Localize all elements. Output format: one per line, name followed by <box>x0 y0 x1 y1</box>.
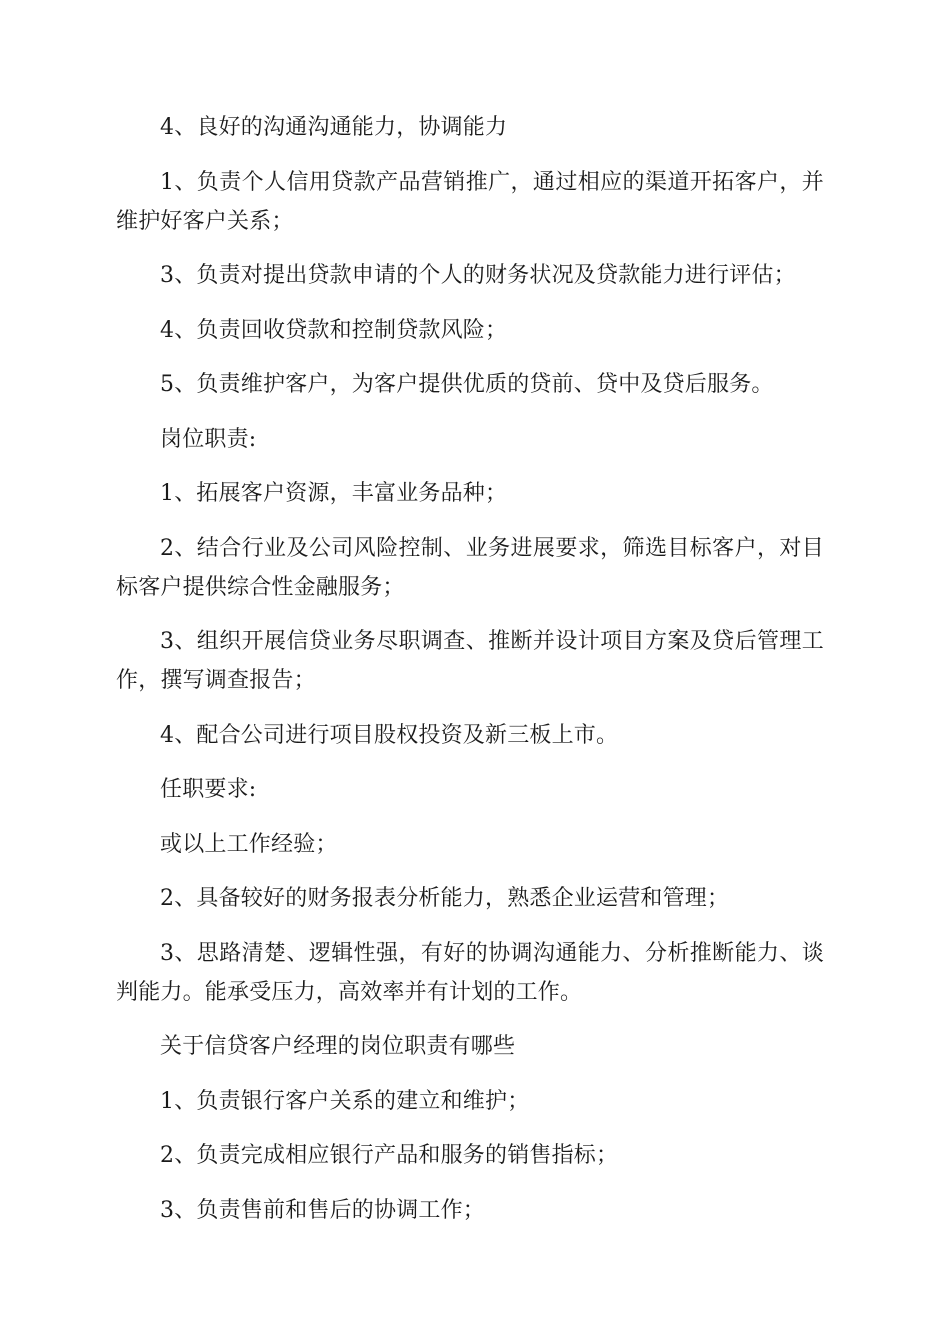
section-heading: 岗位职责: <box>160 426 257 452</box>
paragraph: 2、具备较好的财务报表分析能力，熟悉企业运营和管理； <box>160 886 730 911</box>
paragraph: 3、负责对提出贷款申请的个人的财务状况及贷款能力进行评估； <box>160 263 796 288</box>
section-heading: 关于信贷客户经理的岗位职责有哪些 <box>160 1034 516 1059</box>
paragraph: 5、负责维护客户，为客户提供优质的贷前、贷中及贷后服务。 <box>160 372 774 397</box>
paragraph: 1、负责个人信用贷款产品营销推广，通过相应的渠道开拓客户，并维护好客户关系； <box>116 169 824 234</box>
document-body <box>116 108 824 1245</box>
paragraph: 4、配合公司进行项目股权投资及新三板上市。 <box>160 722 619 748</box>
paragraph: 3、思路清楚、逻辑性强，有好的协调沟通能力、分析推断能力、谈判能力。能承受压力，高效率并有计划的工作。 <box>116 940 824 1005</box>
paragraph: 4、良好的沟通沟通能力，协调能力 <box>160 115 508 140</box>
paragraph: 1、负责银行客户关系的建立和维护； <box>160 1088 530 1114</box>
paragraph: 2、负责完成相应银行产品和服务的销售指标； <box>160 1143 619 1168</box>
section-heading: 任职要求: <box>160 777 257 802</box>
paragraph: 2、结合行业及公司风险控制、业务进展要求，筛选目标客户，对目标客户提供综合性金融服务； <box>116 535 824 600</box>
paragraph: 4、负责回收贷款和控制贷款风险； <box>160 317 508 343</box>
paragraph: 或以上工作经验； <box>160 831 338 857</box>
paragraph: 3、组织开展信贷业务尽职调查、推断并设计项目方案及贷后管理工作，撰写调查报告； <box>116 629 824 693</box>
paragraph: 1、拓展客户资源，丰富业务品种； <box>160 481 508 506</box>
paragraph: 3、负责售前和售后的协调工作； <box>160 1197 485 1223</box>
